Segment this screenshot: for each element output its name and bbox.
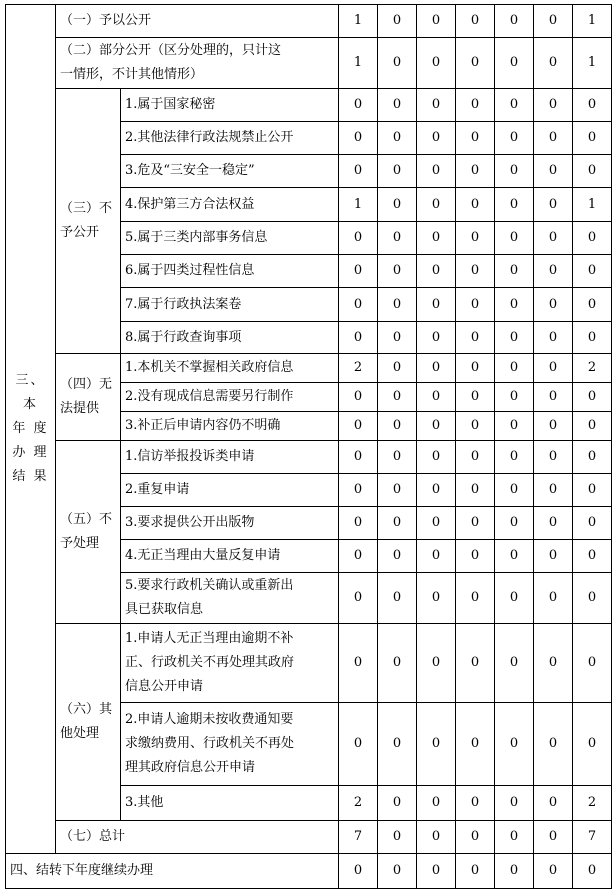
value-cell: 1: [573, 5, 612, 38]
value-cell: 2: [573, 354, 612, 383]
value-cell: 0: [378, 155, 417, 188]
value-cell: 0: [573, 624, 612, 703]
table-row: [6, 5, 612, 38]
value-cell: 0: [378, 222, 417, 255]
text-line: 具已获取信息: [125, 602, 204, 617]
item-label: [121, 703, 339, 786]
item-label: 1.属于国家秘密: [121, 89, 339, 122]
item-label: 4.保护第三方合法权益: [121, 188, 339, 222]
value-cell: 0: [456, 89, 495, 122]
value-cell: 0: [339, 507, 378, 540]
value-cell: 0: [495, 412, 534, 441]
item-label: [121, 507, 339, 540]
value-cell: 0: [339, 703, 378, 786]
value-cell: 0: [534, 412, 573, 441]
value-cell: 0: [534, 507, 573, 540]
value-cell: 0: [417, 412, 456, 441]
value-cell: 0: [456, 288, 495, 322]
value-cell: 0: [378, 821, 417, 854]
value-cell: 0: [378, 441, 417, 474]
value-cell: 0: [573, 474, 612, 507]
value-cell: 0: [495, 854, 534, 889]
value-cell: 0: [378, 573, 417, 624]
item-label: 3.补正后申请内容仍不明确: [121, 412, 339, 441]
value-cell: 0: [456, 255, 495, 288]
value-cell: 0: [378, 703, 417, 786]
value-cell: 0: [495, 288, 534, 322]
value-cell: 0: [534, 540, 573, 573]
value-cell: 0: [339, 540, 378, 573]
section-four-row: [6, 854, 612, 889]
value-cell: 7: [339, 821, 378, 854]
text-line: 1.信访举报投诉类申请: [125, 449, 255, 464]
value-cell: 0: [417, 5, 456, 38]
group-four-label: [56, 354, 121, 441]
value-cell: 0: [339, 89, 378, 122]
value-cell: 0: [495, 383, 534, 412]
text-line: （五）不: [60, 512, 113, 527]
text-line: 法提供: [60, 401, 100, 416]
value-cell: 0: [417, 222, 456, 255]
value-cell: 0: [573, 288, 612, 322]
value-cell: 0: [417, 383, 456, 412]
value-cell: 0: [456, 703, 495, 786]
value-cell: 0: [495, 89, 534, 122]
value-cell: 0: [339, 222, 378, 255]
value-cell: 0: [534, 703, 573, 786]
value-cell: 0: [456, 786, 495, 821]
value-cell: 0: [456, 5, 495, 38]
text-line: （二）部分公开（区分处理的，只计这: [60, 43, 282, 58]
value-cell: 0: [495, 155, 534, 188]
value-cell: 0: [456, 188, 495, 222]
value-cell: 0: [495, 255, 534, 288]
item-label: 7.属于行政执法案卷: [121, 288, 339, 322]
value-cell: 2: [573, 786, 612, 821]
value-cell: 0: [495, 474, 534, 507]
value-cell: 2: [339, 786, 378, 821]
value-cell: 0: [534, 89, 573, 122]
value-cell: 0: [534, 5, 573, 38]
value-cell: 0: [378, 624, 417, 703]
group-six-label: [56, 624, 121, 821]
value-cell: 0: [495, 624, 534, 703]
value-cell: 0: [417, 322, 456, 354]
value-cell: 0: [495, 507, 534, 540]
value-cell: 0: [573, 255, 612, 288]
value-cell: 0: [456, 383, 495, 412]
value-cell: 0: [573, 412, 612, 441]
value-cell: 0: [417, 155, 456, 188]
item-label: [121, 573, 339, 624]
value-cell: 0: [417, 854, 456, 889]
value-cell: 0: [534, 288, 573, 322]
value-cell: 0: [495, 703, 534, 786]
value-cell: 0: [456, 322, 495, 354]
value-cell: 0: [378, 854, 417, 889]
value-cell: 0: [339, 474, 378, 507]
value-cell: 0: [456, 821, 495, 854]
item-label: [121, 624, 339, 703]
value-cell: 2: [339, 354, 378, 383]
value-cell: 0: [456, 507, 495, 540]
value-cell: 0: [339, 573, 378, 624]
text-line: 他处理: [60, 726, 100, 741]
value-cell: 0: [495, 322, 534, 354]
value-cell: 1: [573, 188, 612, 222]
group-five-label: [56, 441, 121, 624]
text-line: 结 果: [12, 469, 49, 484]
value-cell: 0: [378, 288, 417, 322]
value-cell: 0: [339, 322, 378, 354]
text-line: （三）不: [60, 201, 113, 216]
value-cell: 0: [456, 573, 495, 624]
value-cell: 1: [573, 38, 612, 89]
value-cell: 0: [534, 122, 573, 155]
value-cell: 0: [417, 255, 456, 288]
value-cell: 1: [339, 38, 378, 89]
table-row: [6, 89, 612, 122]
value-cell: 0: [534, 786, 573, 821]
value-cell: 0: [417, 573, 456, 624]
value-cell: 0: [573, 540, 612, 573]
value-cell: 0: [378, 5, 417, 38]
text-line: 1.申请人无正当理由逾期不补: [125, 631, 294, 646]
value-cell: 0: [495, 122, 534, 155]
value-cell: 0: [378, 89, 417, 122]
value-cell: 0: [378, 383, 417, 412]
text-line: 一情形，不计其他情形）: [60, 67, 204, 82]
item-label: [121, 540, 339, 573]
value-cell: 0: [378, 255, 417, 288]
value-cell: 0: [339, 155, 378, 188]
text-line: 予公开: [60, 225, 100, 240]
text-line: 正、行政机关不再处理其政府: [125, 655, 295, 670]
section-three-label: [6, 5, 56, 854]
text-line: 2.重复申请: [125, 482, 190, 497]
value-cell: 0: [456, 441, 495, 474]
value-cell: 0: [495, 188, 534, 222]
value-cell: 0: [495, 573, 534, 624]
value-cell: 1: [339, 188, 378, 222]
value-cell: 0: [534, 222, 573, 255]
value-cell: 0: [378, 354, 417, 383]
text-line: 5.要求行政机关确认或重新出: [125, 578, 294, 593]
text-line: 信息公开申请: [125, 679, 204, 694]
item-label: 6.属于四类过程性信息: [121, 255, 339, 288]
text-line: 2.申请人逾期未按收费通知要: [125, 712, 294, 727]
value-cell: 0: [495, 441, 534, 474]
value-cell: 0: [378, 507, 417, 540]
value-cell: 0: [339, 624, 378, 703]
value-cell: 0: [495, 540, 534, 573]
value-cell: 0: [339, 288, 378, 322]
value-cell: 0: [417, 786, 456, 821]
text-line: 求缴纳费用、行政机关不再处: [125, 736, 295, 751]
value-cell: 0: [534, 441, 573, 474]
total-label: （七）总计: [56, 821, 339, 854]
value-cell: 0: [417, 354, 456, 383]
value-cell: 0: [339, 383, 378, 412]
value-cell: 1: [339, 5, 378, 38]
row-label: （一）予以公开: [56, 5, 339, 38]
value-cell: 0: [456, 540, 495, 573]
value-cell: 0: [456, 155, 495, 188]
value-cell: 7: [573, 821, 612, 854]
value-cell: 0: [417, 540, 456, 573]
value-cell: 0: [417, 38, 456, 89]
value-cell: 0: [378, 412, 417, 441]
item-label: [121, 441, 339, 474]
text-line: 三、本: [15, 373, 46, 412]
value-cell: 0: [378, 188, 417, 222]
value-cell: 0: [495, 821, 534, 854]
value-cell: 0: [495, 222, 534, 255]
value-cell: 0: [378, 38, 417, 89]
value-cell: 0: [417, 441, 456, 474]
text-line: 年 度: [12, 421, 49, 436]
value-cell: 0: [573, 122, 612, 155]
section-four-label: 四、结转下年度继续办理: [6, 854, 339, 889]
value-cell: 0: [573, 155, 612, 188]
text-line: 予处理: [60, 536, 100, 551]
value-cell: 0: [339, 122, 378, 155]
value-cell: 0: [534, 322, 573, 354]
value-cell: 0: [534, 255, 573, 288]
value-cell: 0: [456, 854, 495, 889]
value-cell: 0: [495, 786, 534, 821]
text-line: 4.无正当理由大量反复申请: [125, 548, 281, 563]
table-row: [6, 354, 612, 383]
value-cell: 0: [495, 38, 534, 89]
value-cell: 0: [339, 854, 378, 889]
value-cell: 0: [378, 786, 417, 821]
text-line: （四）无: [60, 377, 113, 392]
value-cell: 0: [378, 474, 417, 507]
text-line: 理其政府信息公开申请: [125, 760, 256, 775]
value-cell: 0: [456, 412, 495, 441]
value-cell: 0: [456, 354, 495, 383]
value-cell: 0: [534, 821, 573, 854]
value-cell: 0: [417, 288, 456, 322]
value-cell: 0: [378, 322, 417, 354]
table-row: [6, 38, 612, 89]
row-label: [56, 38, 339, 89]
total-row: [6, 821, 612, 854]
text-line: 3.其他: [125, 795, 164, 810]
value-cell: 0: [534, 155, 573, 188]
value-cell: 0: [573, 322, 612, 354]
value-cell: 0: [534, 474, 573, 507]
text-line: （六）其: [60, 702, 113, 717]
value-cell: 0: [534, 383, 573, 412]
value-cell: 0: [573, 573, 612, 624]
item-label: 1.本机关不掌握相关政府信息: [121, 354, 339, 383]
value-cell: 0: [339, 412, 378, 441]
item-label: [121, 786, 339, 821]
value-cell: 0: [456, 222, 495, 255]
value-cell: 0: [378, 122, 417, 155]
value-cell: 0: [573, 703, 612, 786]
value-cell: 0: [456, 38, 495, 89]
item-label: 3.危及“三安全一稳定”: [121, 155, 339, 188]
value-cell: 0: [417, 89, 456, 122]
value-cell: 0: [417, 122, 456, 155]
item-label: [121, 474, 339, 507]
value-cell: 0: [339, 255, 378, 288]
value-cell: 0: [534, 573, 573, 624]
value-cell: 0: [573, 854, 612, 889]
text-line: 办 理: [12, 445, 49, 460]
item-label: 5.属于三类内部事务信息: [121, 222, 339, 255]
disclosure-results-table: [5, 4, 612, 889]
value-cell: 0: [456, 624, 495, 703]
value-cell: 0: [339, 441, 378, 474]
value-cell: 0: [573, 383, 612, 412]
item-label: 8.属于行政查询事项: [121, 322, 339, 354]
group-three-label: [56, 89, 121, 354]
value-cell: 0: [573, 222, 612, 255]
value-cell: 0: [417, 507, 456, 540]
value-cell: 0: [534, 354, 573, 383]
value-cell: 0: [495, 5, 534, 38]
value-cell: 0: [456, 122, 495, 155]
item-label: 2.没有现成信息需要另行制作: [121, 383, 339, 412]
item-label: 2.其他法律行政法规禁止公开: [121, 122, 339, 155]
value-cell: 0: [534, 854, 573, 889]
value-cell: 0: [417, 821, 456, 854]
value-cell: 0: [573, 89, 612, 122]
value-cell: 0: [417, 474, 456, 507]
table-row: [6, 624, 612, 703]
value-cell: 0: [534, 624, 573, 703]
value-cell: 0: [417, 188, 456, 222]
text-line: 3.要求提供公开出版物: [125, 515, 255, 530]
value-cell: 0: [534, 38, 573, 89]
value-cell: 0: [417, 703, 456, 786]
value-cell: 0: [573, 441, 612, 474]
value-cell: 0: [534, 188, 573, 222]
value-cell: 0: [495, 354, 534, 383]
table-row: [6, 441, 612, 474]
value-cell: 0: [573, 507, 612, 540]
value-cell: 0: [378, 540, 417, 573]
value-cell: 0: [456, 474, 495, 507]
value-cell: 0: [417, 624, 456, 703]
